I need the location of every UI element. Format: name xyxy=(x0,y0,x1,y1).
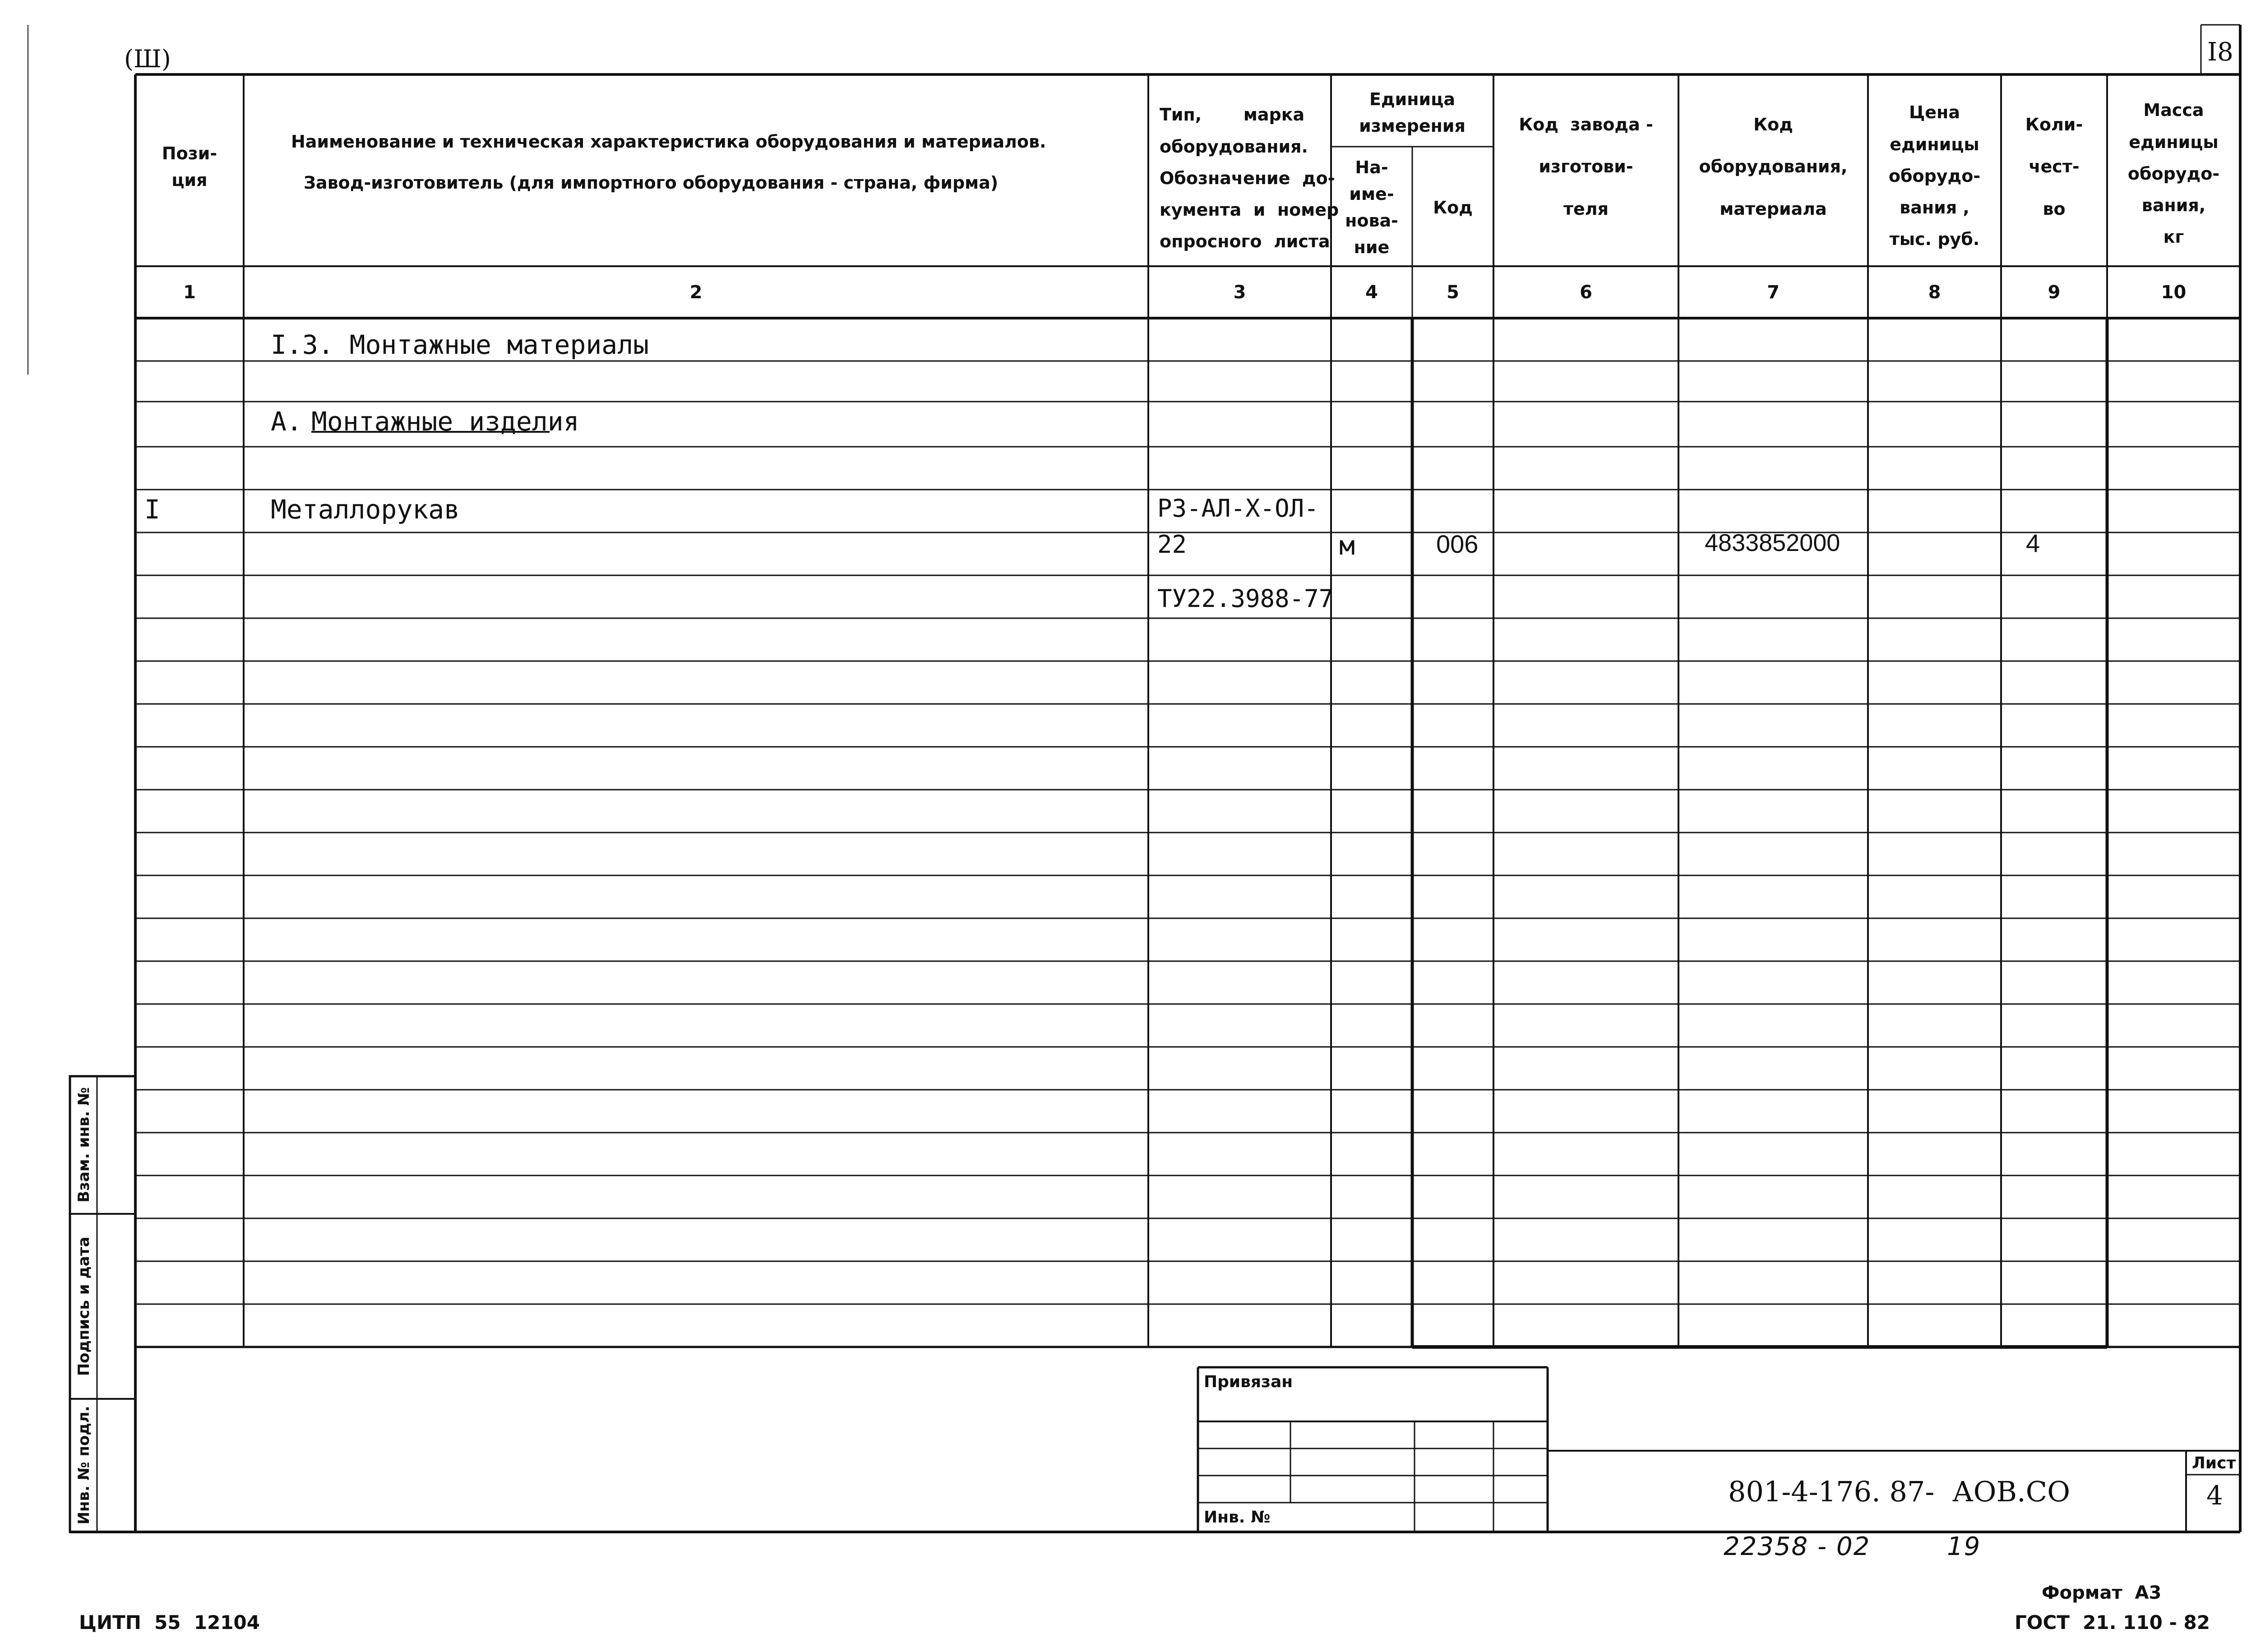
header-quantity: Коли- чест- во xyxy=(2025,115,2083,219)
column-number: 1 xyxy=(183,282,196,303)
header-unit-name: На- име- нова- ние xyxy=(1345,157,1398,257)
header-unit-group: Единица измерения xyxy=(1359,89,1465,136)
column-number: 7 xyxy=(1767,282,1780,303)
header-price: Цена единицы оборудо- вания , тыс. руб. xyxy=(1888,102,1981,250)
column-number: 6 xyxy=(1580,282,1592,303)
header-name: Наименование и техническая характеристика оборудования и материалов. Завод-изготовитель (для импортного оборудования - страна, фирма) xyxy=(291,131,1046,193)
header-factory-code: Код завода - изготови- теля xyxy=(1519,115,1653,219)
column-number: 5 xyxy=(1447,282,1459,303)
document-code: 801-4-176. 87- АОВ.СО xyxy=(1728,1475,2071,1508)
side-label-inv-replacement: Взам. инв. № xyxy=(75,1087,93,1203)
format-label: Формат А3 xyxy=(2042,1583,2162,1603)
printer-label: ЦИТП 55 12104 xyxy=(79,1611,260,1633)
page-number: 19 xyxy=(1947,1532,1981,1561)
header-unit-code: Код xyxy=(1433,197,1473,217)
column-number: 8 xyxy=(1928,282,1941,303)
sheet-mark: (Ш) xyxy=(124,45,171,73)
side-label-inv-original: Инв. № подл. xyxy=(75,1406,93,1525)
item-type-line1: РЗ-АЛ-Х-ОЛ- xyxy=(1157,494,1319,523)
order-number: 22358 - 02 xyxy=(1724,1532,1871,1561)
sheet-corner-number: I8 xyxy=(2207,37,2233,67)
subsection-title: Монтажные изделия xyxy=(311,406,579,437)
sheet-number: 4 xyxy=(2206,1480,2223,1511)
inv-no-label: Инв. № xyxy=(1204,1508,1271,1527)
item-name: Металлорукав xyxy=(271,494,460,525)
section-title: I.3. Монтажные материалы xyxy=(271,329,649,360)
item-unit-name: м xyxy=(1339,530,1355,561)
item-type-line2: 22 xyxy=(1157,530,1187,559)
column-number: 9 xyxy=(2048,282,2061,303)
item-quantity: 4 xyxy=(2026,529,2040,557)
sheet-label: Лист xyxy=(2192,1454,2236,1472)
gost-label: ГОСТ 21. 110 - 82 xyxy=(2015,1611,2210,1633)
privyazan-label: Привязан xyxy=(1204,1373,1293,1391)
column-number: 2 xyxy=(689,282,703,303)
subsection-prefix: А. xyxy=(271,406,302,437)
column-number: 3 xyxy=(1233,282,1246,303)
title-block-lines xyxy=(1198,1367,2240,1532)
header-material-code: Код оборудования, материала xyxy=(1699,115,1848,219)
header-type: Тип, марка оборудования. Обозначение до- кумента и номер опросного листа xyxy=(1160,105,1339,252)
side-label-signature-date: Подпись и дата xyxy=(75,1236,93,1376)
item-unit-code: 006 xyxy=(1436,530,1479,558)
item-type-line3: ТУ22.3988-77 xyxy=(1157,584,1334,613)
column-number: 10 xyxy=(2161,282,2187,303)
header-mass: Масса единицы оборудо- вания, кг xyxy=(2127,100,2220,247)
column-number: 4 xyxy=(1365,282,1378,303)
header-position: Пози- ция xyxy=(162,143,217,190)
item-position: I xyxy=(144,494,160,525)
item-material-code: 4833852000 xyxy=(1705,529,1840,556)
